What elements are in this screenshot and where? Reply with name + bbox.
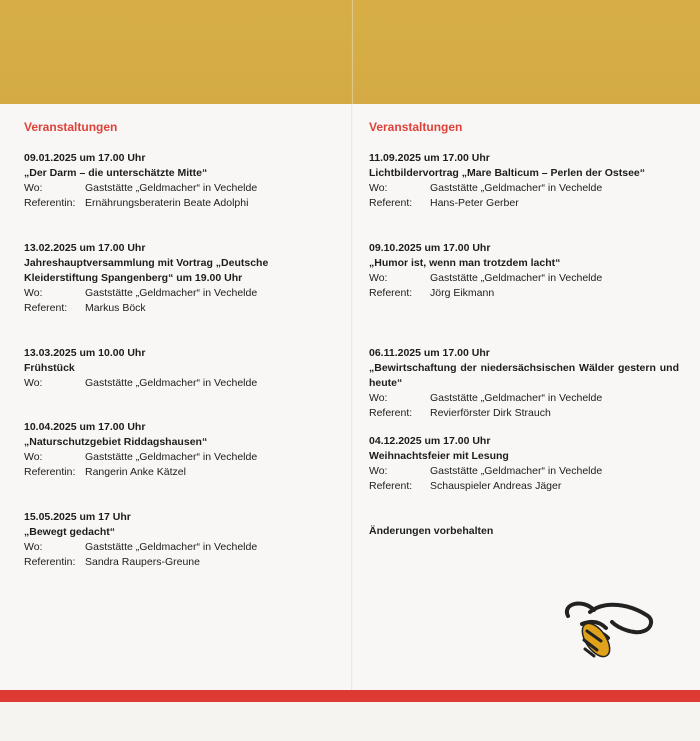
speaker-value: Jörg Eikmann (430, 287, 495, 299)
changes-note: Änderungen vorbehalten (369, 525, 494, 537)
speaker-label: Referent: (24, 302, 68, 314)
event-item (369, 434, 602, 494)
location-value: Gaststätte „Geldmacher“ in Vechelde (85, 182, 258, 194)
speaker-label: Referent: (369, 480, 413, 492)
event-location-row (24, 286, 334, 301)
event-item (369, 346, 679, 421)
event-title: Lichtbildervortrag „Mare Balticum – Perlen der Ostsee“ (369, 167, 646, 179)
event-title: „Naturschutzgebiet Riddagshausen“ (24, 436, 208, 448)
event-title: „Bewegt gedacht“ (24, 526, 116, 538)
bee-logo-icon (560, 598, 656, 668)
location-value: Gaststätte „Geldmacher“ in Vechelde (85, 541, 258, 553)
speaker-value: Rangerin Anke Kätzel (85, 466, 186, 478)
event-title: „Der Darm – die unterschätzte Mitte“ (24, 167, 208, 179)
event-title: Weihnachtsfeier mit Lesung (369, 450, 509, 462)
section-heading: Veranstaltungen (369, 120, 463, 134)
event-speaker-row (24, 196, 257, 211)
top-color-band (0, 0, 700, 104)
location-value: Gaststätte „Geldmacher“ in Vechelde (430, 272, 603, 284)
event-item (24, 151, 257, 211)
location-value: Gaststätte „Geldmacher“ in Vechelde (85, 451, 258, 463)
speaker-label: Referentin: (24, 197, 76, 209)
left-panel (24, 120, 334, 568)
location-label: Wo: (24, 377, 43, 389)
speaker-value: Ernährungsberaterin Beate Adolphi (85, 197, 249, 209)
location-label: Wo: (24, 182, 43, 194)
location-label: Wo: (369, 272, 388, 284)
speaker-label: Referent: (369, 197, 413, 209)
event-title: Jahreshauptversammlung mit Vortrag „Deutsche Kleiderstiftung Spangenberg“ um 19.00 Uhr (24, 257, 269, 284)
location-label: Wo: (24, 287, 43, 299)
event-speaker-row (369, 479, 602, 494)
speaker-value: Sandra Raupers-Greune (85, 556, 200, 568)
event-speaker-row (24, 465, 257, 480)
location-value: Gaststätte „Geldmacher“ in Vechelde (430, 182, 603, 194)
event-date: 11.09.2025 um 17.00 Uhr (369, 152, 490, 164)
event-location-row (369, 181, 645, 196)
event-item (24, 241, 334, 316)
event-item (369, 241, 602, 301)
location-value: Gaststätte „Geldmacher“ in Vechelde (85, 377, 258, 389)
location-label: Wo: (24, 541, 43, 553)
location-value: Gaststätte „Geldmacher“ in Vechelde (430, 392, 603, 404)
speaker-value: Hans-Peter Gerber (430, 197, 519, 209)
speaker-value: Schauspieler Andreas Jäger (430, 480, 562, 492)
event-date: 09.01.2025 um 17.00 Uhr (24, 152, 146, 164)
event-speaker-row (24, 301, 334, 316)
event-speaker-row (24, 555, 257, 570)
event-title: „Bewirtschaftung der niedersächsischen Wälder gestern und heute“ (369, 362, 679, 389)
location-label: Wo: (24, 451, 43, 463)
event-location-row (369, 271, 602, 286)
speaker-value: Markus Böck (85, 302, 146, 314)
event-speaker-row (369, 196, 645, 211)
event-item (369, 151, 645, 211)
event-location-row (24, 376, 257, 391)
speaker-label: Referentin: (24, 466, 76, 478)
event-location-row (369, 391, 679, 406)
event-date: 09.10.2025 um 17.00 Uhr (369, 242, 491, 254)
event-item (24, 346, 257, 391)
event-item (24, 420, 257, 480)
event-date: 15.05.2025 um 17 Uhr (24, 511, 131, 523)
speaker-label: Referentin: (24, 556, 76, 568)
fold-line (351, 0, 353, 741)
location-value: Gaststätte „Geldmacher“ in Vechelde (85, 287, 258, 299)
event-location-row (24, 181, 257, 196)
location-label: Wo: (369, 465, 388, 477)
event-location-row (369, 464, 602, 479)
event-title: „Humor ist, wenn man trotzdem lacht“ (369, 257, 561, 269)
section-heading: Veranstaltungen (24, 120, 118, 134)
event-date: 13.03.2025 um 10.00 Uhr (24, 347, 146, 359)
location-label: Wo: (369, 392, 388, 404)
location-value: Gaststätte „Geldmacher“ in Vechelde (430, 465, 603, 477)
red-stripe (0, 690, 700, 702)
event-date: 10.04.2025 um 17.00 Uhr (24, 421, 146, 433)
event-date: 04.12.2025 um 17.00 Uhr (369, 435, 491, 447)
event-speaker-row (369, 286, 602, 301)
bottom-margin (0, 702, 700, 741)
event-location-row (24, 540, 257, 555)
event-date: 13.02.2025 um 17.00 Uhr (24, 242, 146, 254)
right-panel (369, 120, 679, 537)
speaker-label: Referent: (369, 407, 413, 419)
event-location-row (24, 450, 257, 465)
event-title: Frühstück (24, 362, 75, 374)
speaker-value: Revierförster Dirk Strauch (430, 407, 551, 419)
event-item (24, 510, 257, 570)
event-date: 06.11.2025 um 17.00 Uhr (369, 347, 490, 359)
location-label: Wo: (369, 182, 388, 194)
speaker-label: Referent: (369, 287, 413, 299)
event-speaker-row (369, 406, 679, 421)
